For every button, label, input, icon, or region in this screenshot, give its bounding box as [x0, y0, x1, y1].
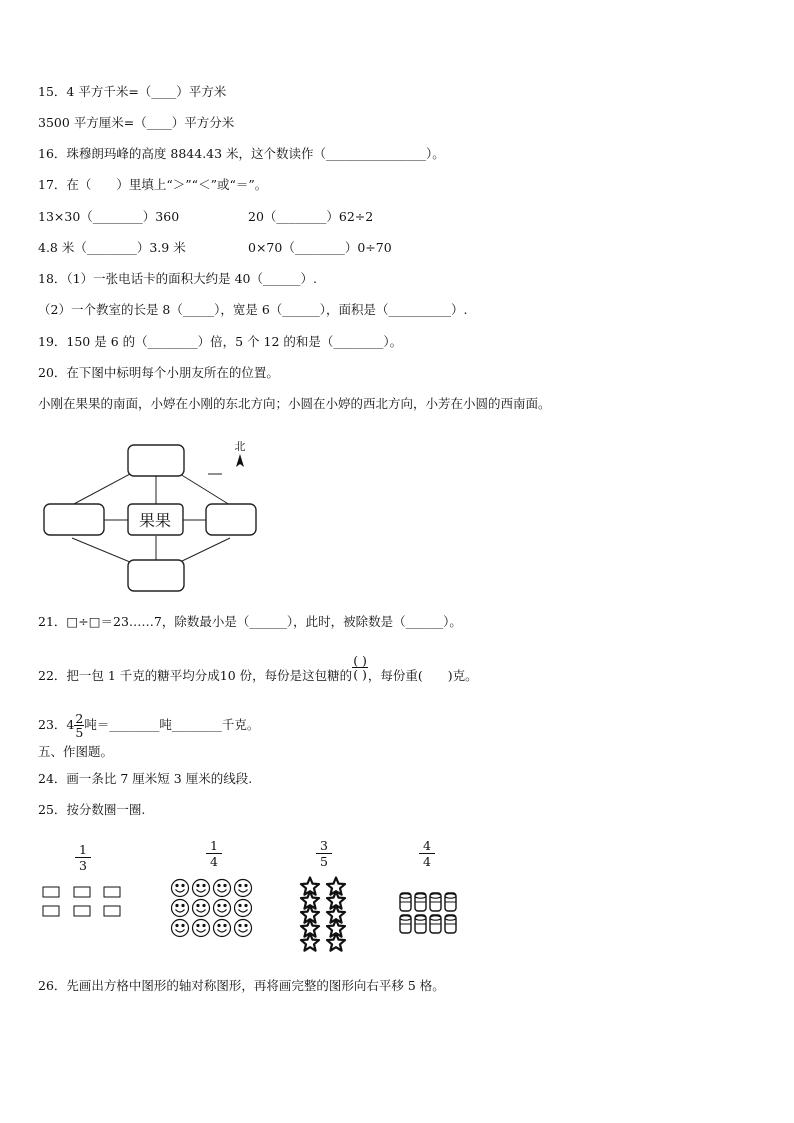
- cylinder-icon: [415, 893, 426, 911]
- question-16: 16．珠穆朗玛峰的高度 8844.43 米，这个数读作（________________）。: [38, 146, 445, 161]
- rectangle-icon: [104, 887, 120, 897]
- smiley-icon: [193, 880, 210, 897]
- question-20: 20．在下图中标明每个小朋友所在的位置。: [38, 365, 279, 380]
- fraction-label-4: $\frac{4}{4}$: [419, 838, 435, 869]
- cylinder-icon: [415, 915, 426, 933]
- smiley-icon: [235, 900, 252, 917]
- question-18a: 18．（1）一张电话卡的面积大约是 40（______）.: [38, 271, 317, 286]
- cylinder-icon: [400, 915, 411, 933]
- question-25: 25．按分数圈一圈.: [38, 802, 146, 817]
- north-arrow-icon: [236, 454, 244, 467]
- question-26: 26．先画出方格中图形的轴对称图形，再将画完整的图形向右平移 5 格。: [38, 978, 445, 993]
- fraction-label-3: $\frac{3}{5}$: [316, 838, 332, 869]
- cylinder-icon: [445, 893, 456, 911]
- question-21: 21．□÷□＝23……7，除数最小是（______），此时，被除数是（______）。: [38, 614, 462, 629]
- fraction-label-2: $\frac{1}{4}$: [206, 838, 222, 869]
- fraction-blank[interactable]: [352, 654, 368, 681]
- cylinder-icon: [445, 915, 456, 933]
- question-23-number: 23．: [38, 717, 67, 732]
- smiley-icon: [172, 920, 189, 937]
- smiley-group[interactable]: [170, 878, 254, 940]
- smiley-icon: [193, 900, 210, 917]
- center-label: 果果: [138, 511, 172, 530]
- smiley-icon: [214, 920, 231, 937]
- question-23: [38, 712, 259, 739]
- mixed-denominator: 5: [75, 725, 84, 740]
- rectangle-icon: [43, 887, 59, 897]
- question-17: 17．在（ ）里填上“＞”“＜”或“＝”。: [38, 177, 268, 192]
- star-group[interactable]: [296, 878, 352, 950]
- smiley-icon: [214, 900, 231, 917]
- question-22: [38, 653, 478, 684]
- question-19: 19．150 是 6 的（________）倍，5 个 12 的和是（________）。: [38, 334, 403, 349]
- position-diagram: [40, 432, 280, 602]
- question-15b: 3500 平方厘米=（____）平方分米: [38, 115, 235, 130]
- smiley-icon: [172, 900, 189, 917]
- rectangle-icon: [74, 887, 90, 897]
- question-17b: 20（________）62÷2: [248, 209, 374, 224]
- cylinder-group[interactable]: [396, 890, 460, 942]
- fraction-label-1: $\frac{1}{3}$: [75, 842, 91, 873]
- rectangle-icon: [104, 906, 120, 916]
- smiley-icon: [193, 920, 210, 937]
- fraction-numerator: ( ): [353, 653, 367, 668]
- question-15a: 15．4 平方千米=（____）平方米: [38, 84, 227, 99]
- blank-box-east[interactable]: [206, 504, 256, 535]
- question-18b: （2）一个教室的长是 8（_____），宽是 6（______），面积是（__________）.: [38, 302, 468, 317]
- blank-box-south[interactable]: [128, 560, 184, 591]
- cylinder-icon: [430, 915, 441, 933]
- cylinder-icon: [400, 893, 411, 911]
- mixed-whole: 4: [66, 717, 75, 732]
- smiley-icon: [235, 920, 252, 937]
- smiley-icon: [214, 880, 231, 897]
- question-24: 24．画一条比 7 厘米短 3 厘米的线段.: [38, 771, 253, 786]
- section-5-heading: 五、作图题。: [38, 744, 114, 759]
- cylinder-icon: [430, 893, 441, 911]
- question-17a: 13×30（________）360: [38, 209, 180, 224]
- mixed-numerator: 2: [75, 711, 84, 726]
- blank-box-west[interactable]: [44, 504, 104, 535]
- question-23-text: 吨＝________吨________千克。: [84, 717, 260, 732]
- mixed-fraction: [74, 712, 84, 739]
- question-17c: 4.8 米（________）3.9 米: [38, 240, 186, 255]
- question-20-description: 小刚在果果的南面，小婷在小刚的东北方向；小圆在小婷的西北方向，小芳在小圆的西南面。: [38, 396, 551, 411]
- rectangle-group[interactable]: [42, 886, 122, 918]
- smiley-icon: [235, 880, 252, 897]
- smiley-icon: [172, 880, 189, 897]
- question-17d: 0×70（________）0÷70: [248, 240, 392, 255]
- fraction-denominator: ( ): [353, 667, 367, 682]
- north-label: 北: [234, 440, 246, 453]
- blank-box-north[interactable]: [128, 445, 184, 476]
- question-22-text: 22．把一包 1 千克的糖平均分成10 份，每份是这包糖的: [38, 668, 353, 683]
- rectangle-icon: [74, 906, 90, 916]
- question-22-text-end: ，每份重( )克。: [367, 668, 478, 683]
- rectangle-icon: [43, 906, 59, 916]
